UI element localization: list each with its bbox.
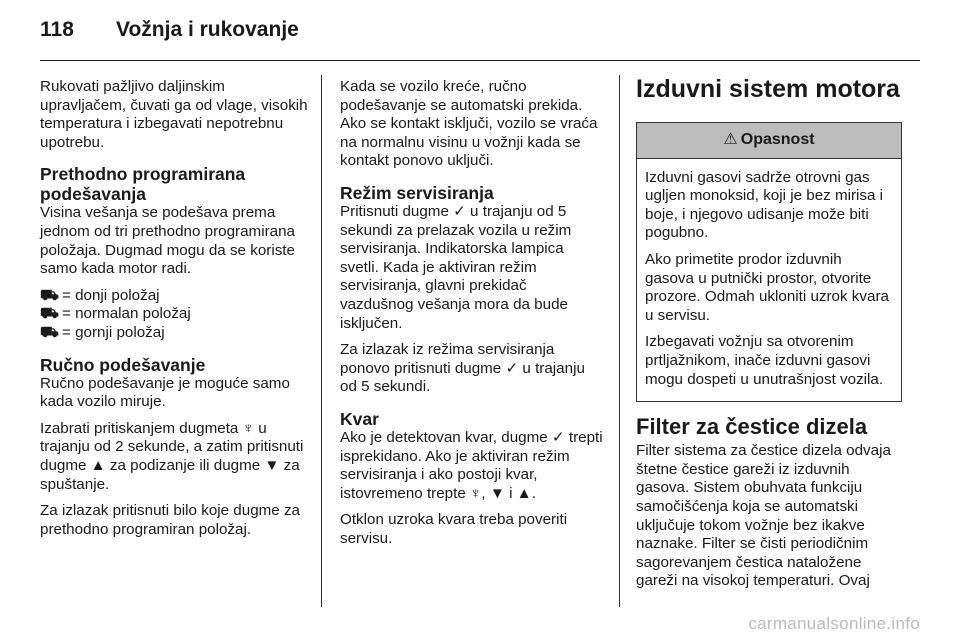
preset-text: Visina vešanja se podešava prema jednom od tri prethodno programirana položaja. Dugmad mogu da se koriste samo kada motor radi. bbox=[40, 204, 295, 278]
col2-intro-text: Kada se vozilo kreće, ručno podešavanje se automatski prekida. Ako se kontakt isključi, vozilo se vraća na normalnu visinu u vožnji kada se kontakt ponovo uključi. bbox=[340, 78, 598, 170]
manual-heading: Ručno podešavanje bbox=[40, 354, 206, 375]
column-3 bbox=[636, 74, 902, 599]
warning-box-header bbox=[637, 123, 901, 159]
warning-text-3: Izbegavati vožnju sa otvorenim prtljažnikom, inače izduvni gasovi mogu dospeti u unutrašnjost vozila. bbox=[645, 333, 884, 388]
header-rule bbox=[40, 60, 920, 61]
column-divider-2 bbox=[619, 75, 620, 607]
fault-text-2: Otklon uzroka kvara treba poveriti servisu. bbox=[340, 511, 568, 547]
level-row-high bbox=[40, 324, 312, 343]
service-heading: Režim servisiranja bbox=[340, 182, 494, 203]
watermark: carmanualsonline.info bbox=[748, 614, 920, 633]
filter-text: Filter sistema za čestice dizela odvaja štetne čestice gareži iz izduvnih gasova. Sistem obuhvata funkciju samočišćenja koja se automatski uključuje tokom vožnje bez ikakve naznake. Filter se čisti periodičnim sagorevanjem čestica nataložene gareži na visokoj temperaturi. Ovaj bbox=[636, 442, 891, 590]
column-1 bbox=[40, 78, 312, 547]
service-text-1: Pritisnuti dugme ✓ u trajanju od 5 sekundi za prelazak vozila u režim servisiranja. Indikatorska lampica svetli. Kada je aktiviran režim servisiranja, glavni prekidač vazdušnog vešanja mora da bude isključen. bbox=[340, 202, 572, 332]
service-text-2: Za izlazak iz režima servisiranja ponovo pritisnuti dugme ✓ u trajanju od 5 sekundi. bbox=[340, 341, 585, 396]
intro-text: Rukovati pažljivo daljinskim upravljačem, čuvati ga od vlage, visokih temperatura i izbegavati nepotrebnu upotrebu. bbox=[40, 78, 308, 151]
manual-text-1: Ručno podešavanje je moguće samo kada vozilo miruje. bbox=[40, 374, 290, 411]
page-number: 118 bbox=[40, 18, 74, 41]
warning-text-2: Ako primetite prodor izduvnih gasova u putnički prostor, otvorite prozore. Odmah ukloniti uzrok kvara u servisu. bbox=[645, 250, 889, 324]
level-normal-text: = normalan položaj bbox=[62, 305, 191, 323]
filter-heading: Filter za čestice dizela bbox=[636, 414, 868, 440]
preset-heading: Prethodno programirana podešavanja bbox=[40, 164, 246, 205]
manual-text-2: Izabrati pritiskanjem dugmeta ♆ u trajanju od 2 sekunde, a zatim pritisnuti dugme ▲ za podizanje ili dugme ▼ za spuštanje. bbox=[40, 419, 304, 493]
column-2 bbox=[340, 78, 604, 556]
page-title: Vožnja i rukovanje bbox=[116, 18, 299, 41]
warning-text-1: Izduvni gasovi sadrže otrovni gas ugljen monoksid, koji je bez mirisa i boje, i njegovo udisanje može biti pogubno. bbox=[645, 168, 884, 242]
level-row-normal bbox=[40, 305, 312, 324]
level-row-low bbox=[40, 287, 312, 306]
warning-title: Opasnost bbox=[740, 131, 815, 148]
manual-text-3: Za izlazak pritisnuti bilo koje dugme za prethodno programiran položaj. bbox=[40, 502, 300, 538]
car-normal-icon: ⛟ bbox=[40, 305, 60, 323]
warning-box bbox=[636, 122, 902, 402]
warning-triangle-icon: ⚠ bbox=[723, 131, 738, 148]
column-divider-1 bbox=[321, 75, 322, 607]
level-high-text: = gornji položaj bbox=[62, 323, 165, 341]
exhaust-heading: Izduvni sistem motora bbox=[636, 75, 900, 103]
car-low-icon: ⛟ bbox=[40, 286, 60, 304]
car-high-icon: ⛟ bbox=[40, 323, 60, 341]
fault-heading: Kvar bbox=[340, 408, 379, 429]
level-low-text: = donji položaj bbox=[62, 286, 160, 304]
warning-box-body bbox=[637, 159, 901, 402]
page-header bbox=[40, 18, 299, 42]
fault-text-1: Ako je detektovan kvar, dugme ✓ trepti isprekidano. Ako je aktiviran režim servisiranja i ako postoji kvar, istovremeno trepte ♆, ▼ i ▲. bbox=[340, 428, 603, 502]
